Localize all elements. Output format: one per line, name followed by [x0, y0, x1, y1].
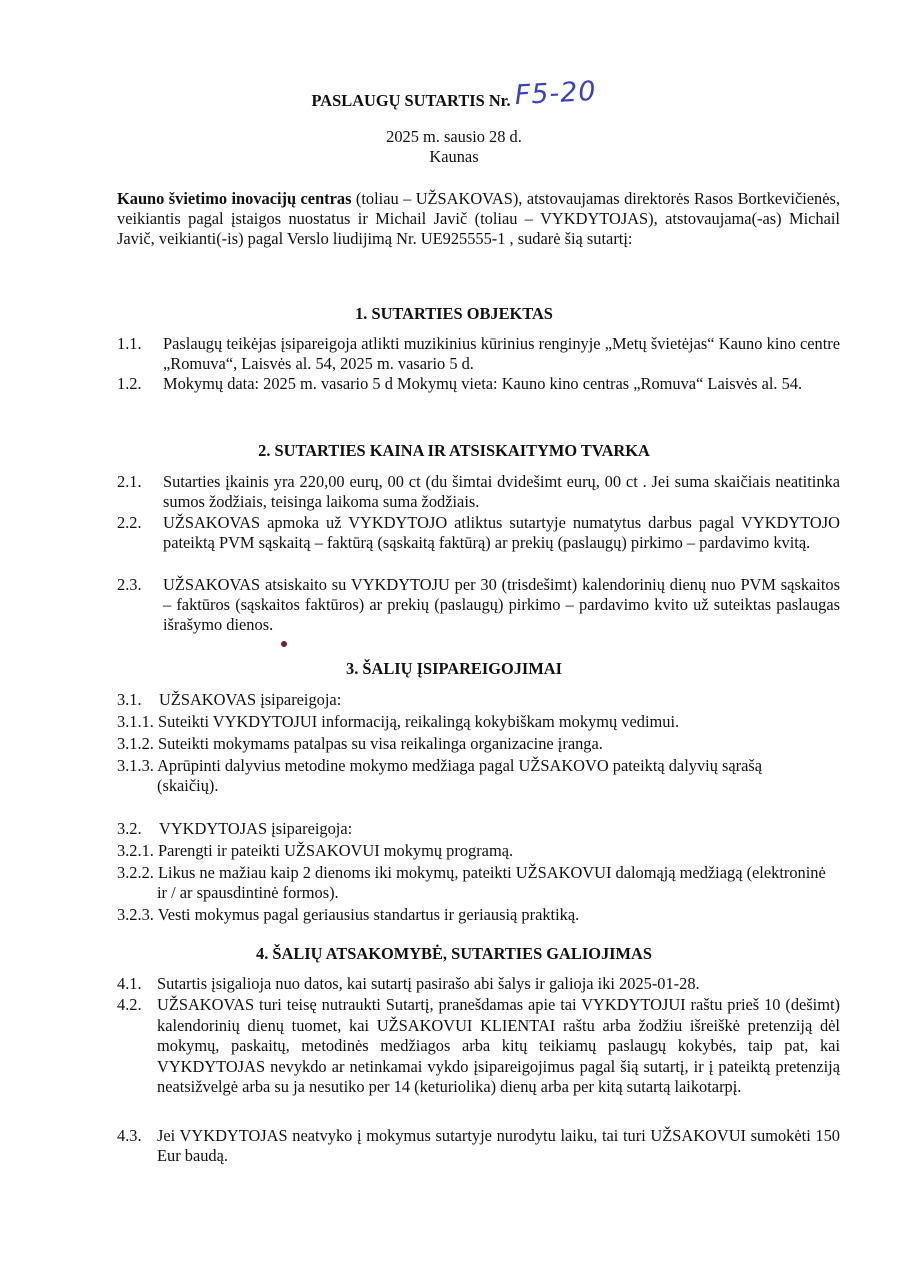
- intro-paragraph: [117, 189, 840, 250]
- clause-text: Parengti ir pateikti UŽSAKOVUI mokymų programą.: [158, 841, 514, 860]
- clause-number: 3.2.2.: [117, 863, 154, 882]
- clause-4-2: [117, 995, 840, 1098]
- clause-3-2: [117, 819, 840, 839]
- clause-text: Paslaugų teikėjas įsipareigoja atlikti muzikinius kūrinius renginyje „Metų švietėjas“ Kauno kino centre „Romuva“, Laisvės al. 54, 2025 m. vasario 5 d.: [163, 334, 840, 374]
- clause-3-2-3: [117, 905, 840, 925]
- clause-number: 3.1.: [117, 690, 142, 709]
- clause-text: Sutarties įkainis yra 220,00 eurų, 00 ct (du šimtai dvidešimt eurų, 00 ct . Jei suma skaičiais neatitinka sumos žodžiais, teisinga laikoma suma žodžiais.: [163, 472, 840, 512]
- clause-number: 2.2.: [117, 513, 142, 532]
- clause-number: 1.2.: [117, 374, 142, 393]
- document-title: [0, 75, 908, 112]
- clause-number: 1.1.: [117, 334, 142, 353]
- clause-number: 3.1.2.: [117, 734, 154, 753]
- handwritten-contract-number: F5-20: [513, 75, 597, 112]
- contract-date: 2025 m. sausio 28 d.: [386, 127, 522, 146]
- clause-number: 2.1.: [117, 472, 142, 491]
- clause-number: 3.2.1.: [117, 841, 154, 860]
- intro-text: (toliau – UŽSAKOVAS), atstovaujamas direktorės Rasos Bortkevičienės, veikiantis pagal įstaigos nuostatus ir Michail Javič (toliau – VYKDYTOJAS), atstovaujama(-as) Michail Javič, veikianti(-is) pagal Verslo liudijimą Nr. UE925555-1 , sudarė šią sutartį:: [117, 189, 840, 249]
- contract-city: Kaunas: [429, 147, 479, 166]
- clause-text: VYKDYTOJAS įsipareigoja:: [159, 819, 353, 838]
- clause-number: 2.3.: [117, 575, 142, 594]
- section-heading-3: 3. ŠALIŲ ĮSIPAREIGOJIMAI: [346, 659, 562, 678]
- section-heading-1: 1. SUTARTIES OBJEKTAS: [355, 304, 553, 323]
- clause-number: 3.2.: [117, 819, 142, 838]
- clause-text: Aprūpinti dalyvius metodine mokymo medžiaga pagal UŽSAKOVO pateiktą dalyvių sąrašą (skaičių).: [157, 756, 763, 796]
- clause-3-2-1: [117, 841, 840, 861]
- clause-2-3: [117, 575, 840, 636]
- clause-text: UŽSAKOVAS įsipareigoja:: [159, 690, 342, 709]
- clause-text: Suteikti VYKDYTOJUI informaciją, reikalingą kokybiškam mokymų vedimui.: [158, 712, 680, 731]
- clause-1-1: [117, 334, 840, 374]
- clause-text: Jei VYKDYTOJAS neatvyko į mokymus sutartyje nurodytu laiku, tai turi UŽSAKOVUI sumokėti 150 Eur baudą.: [157, 1126, 840, 1166]
- clause-number: 4.3.: [117, 1126, 142, 1145]
- clause-number: 4.1.: [117, 974, 142, 993]
- clause-text: Likus ne mažiau kaip 2 dienoms iki mokymų, pateikti UŽSAKOVUI dalomąją medžiagą (elektroninė ir / ar spausdintinė formos).: [157, 863, 826, 903]
- clause-text: UŽSAKOVAS apmoka už VYKDYTOJO atliktus sutartyje numatytus darbus pagal VYKDYTOJO pateiktą PVM sąskaitą – faktūrą (sąskaitą faktūrą) ar prekių (paslaugų) pirkimo – pardavimo kvitą.: [163, 513, 840, 553]
- clause-number: 3.1.3.: [117, 756, 154, 775]
- clause-3-1-3: [117, 756, 807, 796]
- clause-4-3: [117, 1126, 840, 1166]
- clause-3-1-1: [117, 712, 840, 732]
- clause-number: 3.2.3.: [117, 905, 154, 924]
- clause-3-2-2: [117, 863, 827, 903]
- clause-text: Suteikti mokymams patalpas su visa reikalinga organizacine įranga.: [158, 734, 603, 753]
- clause-text: Mokymų data: 2025 m. vasario 5 d Mokymų vieta: Kauno kino centras „Romuva“ Laisvės al. 54.: [163, 374, 803, 393]
- clause-3-1-2: [117, 734, 840, 754]
- clause-4-1: [117, 974, 840, 994]
- clause-text: UŽSAKOVAS turi teisę nutraukti Sutartį, pranešdamas apie tai VYKDYTOJUI raštu prieš 10 (dešimt) kalendorinių dienų tuomet, kai UŽSAKOVUI KLIENTAI raštu arba žodžiu išreiškė pretenziją dėl mokymų, paskaitų, metodinės medžiagos arba kitų teikiamų paslaugų kokybės, taip pat, kai VYKDYTOJAS nevykdo ar netinkamai vykdo įsipareigojimus pagal šią sutartį, ir į pateiktą pretenziją neatsižvelgė arba su ja nesutiko per 14 (keturiolika) dienų arba per kitą sutartą laikotarpį.: [157, 995, 840, 1097]
- title-text: PASLAUGŲ SUTARTIS Nr.: [311, 91, 511, 110]
- clause-3-1: [117, 690, 840, 710]
- clause-text: UŽSAKOVAS atsiskaito su VYKDYTOJU per 30 (trisdešimt) kalendorinių dienų nuo PVM sąskaitos – faktūros (sąskaitos faktūros) ar prekių (paslaugų) pirkimo – pardavimo kvito už suteiktas paslaugas išrašymo dienos.: [163, 575, 840, 635]
- clause-text: Sutartis įsigalioja nuo datos, kai sutartį pasirašo abi šalys ir galioja iki 2025-01-28.: [157, 974, 700, 993]
- clause-2-2: [117, 513, 840, 553]
- clause-number: 3.1.1.: [117, 712, 154, 731]
- client-name: Kauno švietimo inovacijų centras: [117, 189, 352, 208]
- clause-text: Vesti mokymus pagal geriausius standartus ir geriausią praktiką.: [157, 905, 580, 924]
- ink-spot: [281, 641, 287, 647]
- section-heading-2: 2. SUTARTIES KAINA IR ATSISKAITYMO TVARKA: [258, 441, 650, 460]
- clause-2-1: [117, 472, 840, 512]
- clause-number: 4.2.: [117, 995, 142, 1014]
- section-heading-4: 4. ŠALIŲ ATSAKOMYBĖ, SUTARTIES GALIOJIMAS: [256, 944, 652, 963]
- clause-1-2: [117, 374, 840, 394]
